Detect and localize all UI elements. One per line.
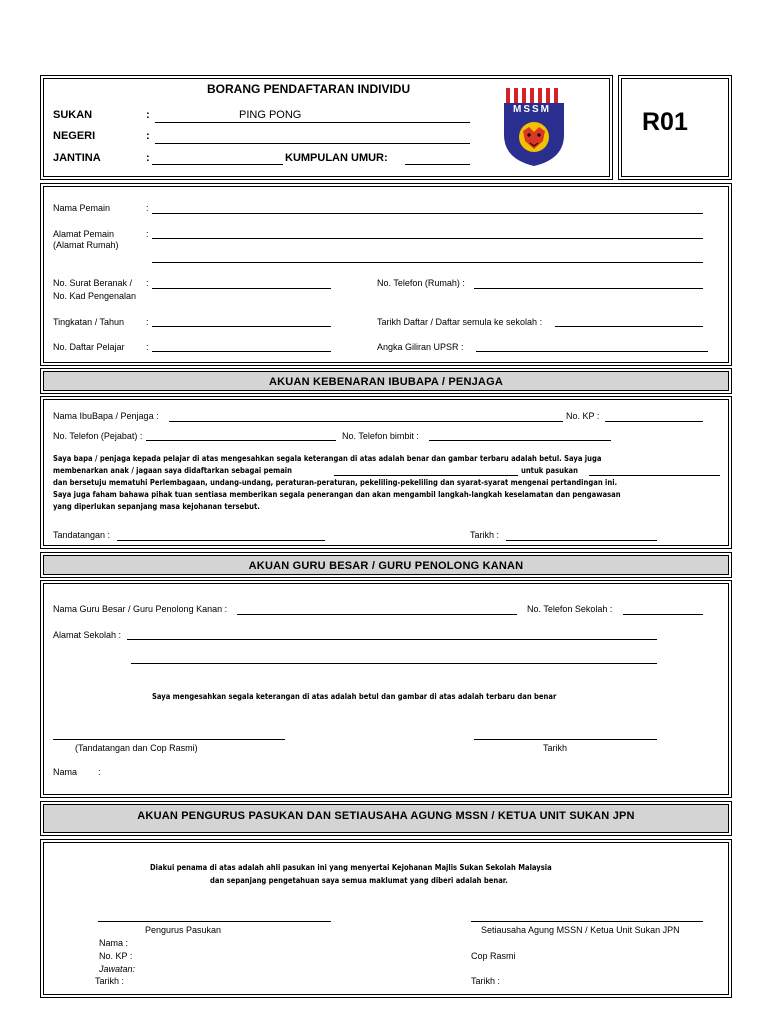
sukan-label: SUKAN [53, 109, 93, 121]
headmaster-tarikh-line[interactable] [474, 739, 657, 740]
setiausaha-tarikh-label: Tarikh : [471, 976, 501, 986]
surat-beranak-label: No. Surat Beranak / [53, 278, 133, 288]
daftar-pelajar-label: No. Daftar Pelajar [53, 342, 125, 352]
pengurus-label: Pengurus Pasukan [145, 925, 222, 935]
tandatangan-cop-label: (Tandatangan dan Cop Rasmi) [75, 743, 198, 753]
daftar-pelajar-field[interactable] [152, 351, 331, 352]
telefon-sekolah-label: No. Telefon Sekolah : [527, 604, 613, 614]
parent-para-line-4: Saya juga faham bahawa pihak tuan sentiasa memberikan segala penerangan dan akan mengambil langkah-langkah keselamatan dan pengawasan [53, 489, 621, 499]
no-kp-field[interactable] [605, 421, 703, 422]
telefon-bimbit-field[interactable] [429, 440, 611, 441]
headmaster-statement: Saya mengesahkan segala keterangan di atas adalah betul dan gambar di atas adalah terbaru dan benar [152, 691, 557, 701]
nama-guru-field[interactable] [237, 614, 517, 615]
manager-statement-1: Diakui penama di atas adalah ahli pasukan ini yang menyertai Kejohanan Majlis Sukan Sekolah Malaysia [150, 862, 552, 872]
nama-pemain-colon: : [146, 203, 149, 213]
parent-para-line-5: yang diperlukan sepanjang masa kejohanan tersebut. [53, 501, 260, 511]
jantina-label: JANTINA [53, 152, 101, 164]
setiausaha-label: Setiausaha Agung MSSN / Ketua Unit Sukan JPN [481, 925, 680, 935]
parent-tandatangan-field[interactable] [117, 540, 325, 541]
telefon-pejabat-field[interactable] [146, 440, 336, 441]
form-title: BORANG PENDAFTARAN INDIVIDU [207, 82, 411, 96]
pengurus-signature-line[interactable] [98, 921, 331, 922]
kad-pengenalan-label: No. Kad Pengenalan [53, 291, 137, 301]
parent-para-line-1: Saya bapa / penjaga kepada pelajar di atas mengesahkan segala keterangan di atas adalah benar dan gambar terbaru adalah betul. Saya juga [53, 453, 602, 463]
kumpulan-umur-label: KUMPULAN UMUR: [285, 152, 388, 164]
alamat-sekolah-field-2[interactable] [131, 663, 657, 664]
manager-jawatan-label: Jawatan: [99, 964, 136, 974]
headmaster-signature-line[interactable] [53, 739, 285, 740]
surat-beranak-colon: : [146, 278, 149, 288]
pasukan-field[interactable] [589, 475, 720, 476]
telefon-sekolah-field[interactable] [623, 614, 703, 615]
parent-heading: AKUAN KEBENARAN IBUBAPA / PENJAGA [43, 371, 729, 391]
telefon-rumah-label: No. Telefon (Rumah) : [377, 278, 465, 288]
setiausaha-signature-line[interactable] [471, 921, 703, 922]
nama-guru-label: Nama Guru Besar / Guru Penolong Kanan : [53, 604, 228, 614]
negeri-label: NEGERI [53, 130, 96, 142]
nama-pemain-field[interactable] [152, 213, 703, 214]
angka-giliran-field[interactable] [476, 351, 708, 352]
parent-para-line-3: dan bersetuju mematuhi Perlembagaan, undang-undang, peraturan-peraturan, pekeliling-pekeliling dan syarat-syarat mengenai pertandingan ini. [53, 477, 618, 487]
headmaster-heading: AKUAN GURU BESAR / GURU PENOLONG KANAN [43, 555, 729, 575]
headmaster-nama-label: Nama [53, 767, 78, 777]
surat-beranak-field[interactable] [152, 288, 331, 289]
jantina-field[interactable] [152, 164, 283, 165]
kumpulan-umur-field[interactable] [405, 164, 470, 165]
parent-tarikh-field[interactable] [506, 540, 657, 541]
telefon-bimbit-label: No. Telefon bimbit : [342, 431, 419, 441]
alamat-sekolah-label: Alamat Sekolah : [53, 630, 122, 640]
form-code: R01 [642, 108, 688, 136]
no-kp-label: No. KP : [566, 411, 600, 421]
alamat-pemain-label: Alamat Pemain [53, 229, 115, 239]
sukan-field[interactable] [155, 122, 470, 123]
alamat-pemain-field-2[interactable] [152, 262, 703, 263]
telefon-rumah-field[interactable] [474, 288, 703, 289]
pemain-sukan-field[interactable] [334, 475, 518, 476]
nama-ibubapa-label: Nama IbuBapa / Penjaga : [53, 411, 159, 421]
tarikh-daftar-field[interactable] [555, 326, 703, 327]
jantina-colon: : [146, 152, 150, 164]
angka-giliran-label: Angka Giliran UPSR : [377, 342, 464, 352]
daftar-pelajar-colon: : [146, 342, 149, 352]
alamat-sekolah-field-1[interactable] [127, 639, 657, 640]
manager-statement-2: dan sepanjang pengetahuan saya semua maklumat yang diberi adalah benar. [210, 875, 508, 885]
parent-para-line-2b: untuk pasukan [521, 465, 578, 475]
mssm-logo [503, 87, 565, 167]
nama-pemain-label: Nama Pemain [53, 203, 111, 213]
alamat-pemain-field-1[interactable] [152, 238, 703, 239]
alamat-pemain-colon: : [146, 229, 149, 239]
nama-ibubapa-field[interactable] [169, 421, 563, 422]
tingkatan-label: Tingkatan / Tahun [53, 317, 125, 327]
cop-rasmi-label: Cop Rasmi [471, 951, 516, 961]
parent-tandatangan-label: Tandatangan : [53, 530, 111, 540]
negeri-colon: : [146, 130, 150, 142]
parent-para-line-2a: membenarkan anak / jagaan saya didaftarkan sebagai pemain [53, 465, 292, 475]
sukan-colon: : [146, 109, 150, 121]
negeri-field[interactable] [155, 143, 470, 144]
tingkatan-colon: : [146, 317, 149, 327]
headmaster-tarikh-label: Tarikh [543, 743, 568, 753]
telefon-pejabat-label: No. Telefon (Pejabat) : [53, 431, 143, 441]
logo-text: MSSM [513, 104, 551, 115]
headmaster-nama-colon: : [98, 767, 101, 777]
manager-heading: AKUAN PENGURUS PASUKAN DAN SETIAUSAHA AGUNG MSSN / KETUA UNIT SUKAN JPN [43, 804, 729, 833]
parent-tarikh-label: Tarikh : [470, 530, 500, 540]
manager-nama-label: Nama : [99, 938, 129, 948]
sukan-value: PING PONG [239, 109, 302, 121]
manager-no-kp-label: No. KP : [99, 951, 133, 961]
tingkatan-field[interactable] [152, 326, 331, 327]
alamat-rumah-label: (Alamat Rumah) [53, 240, 119, 250]
tarikh-daftar-label: Tarikh Daftar / Daftar semula ke sekolah : [377, 317, 543, 327]
manager-tarikh-label: Tarikh : [95, 976, 125, 986]
